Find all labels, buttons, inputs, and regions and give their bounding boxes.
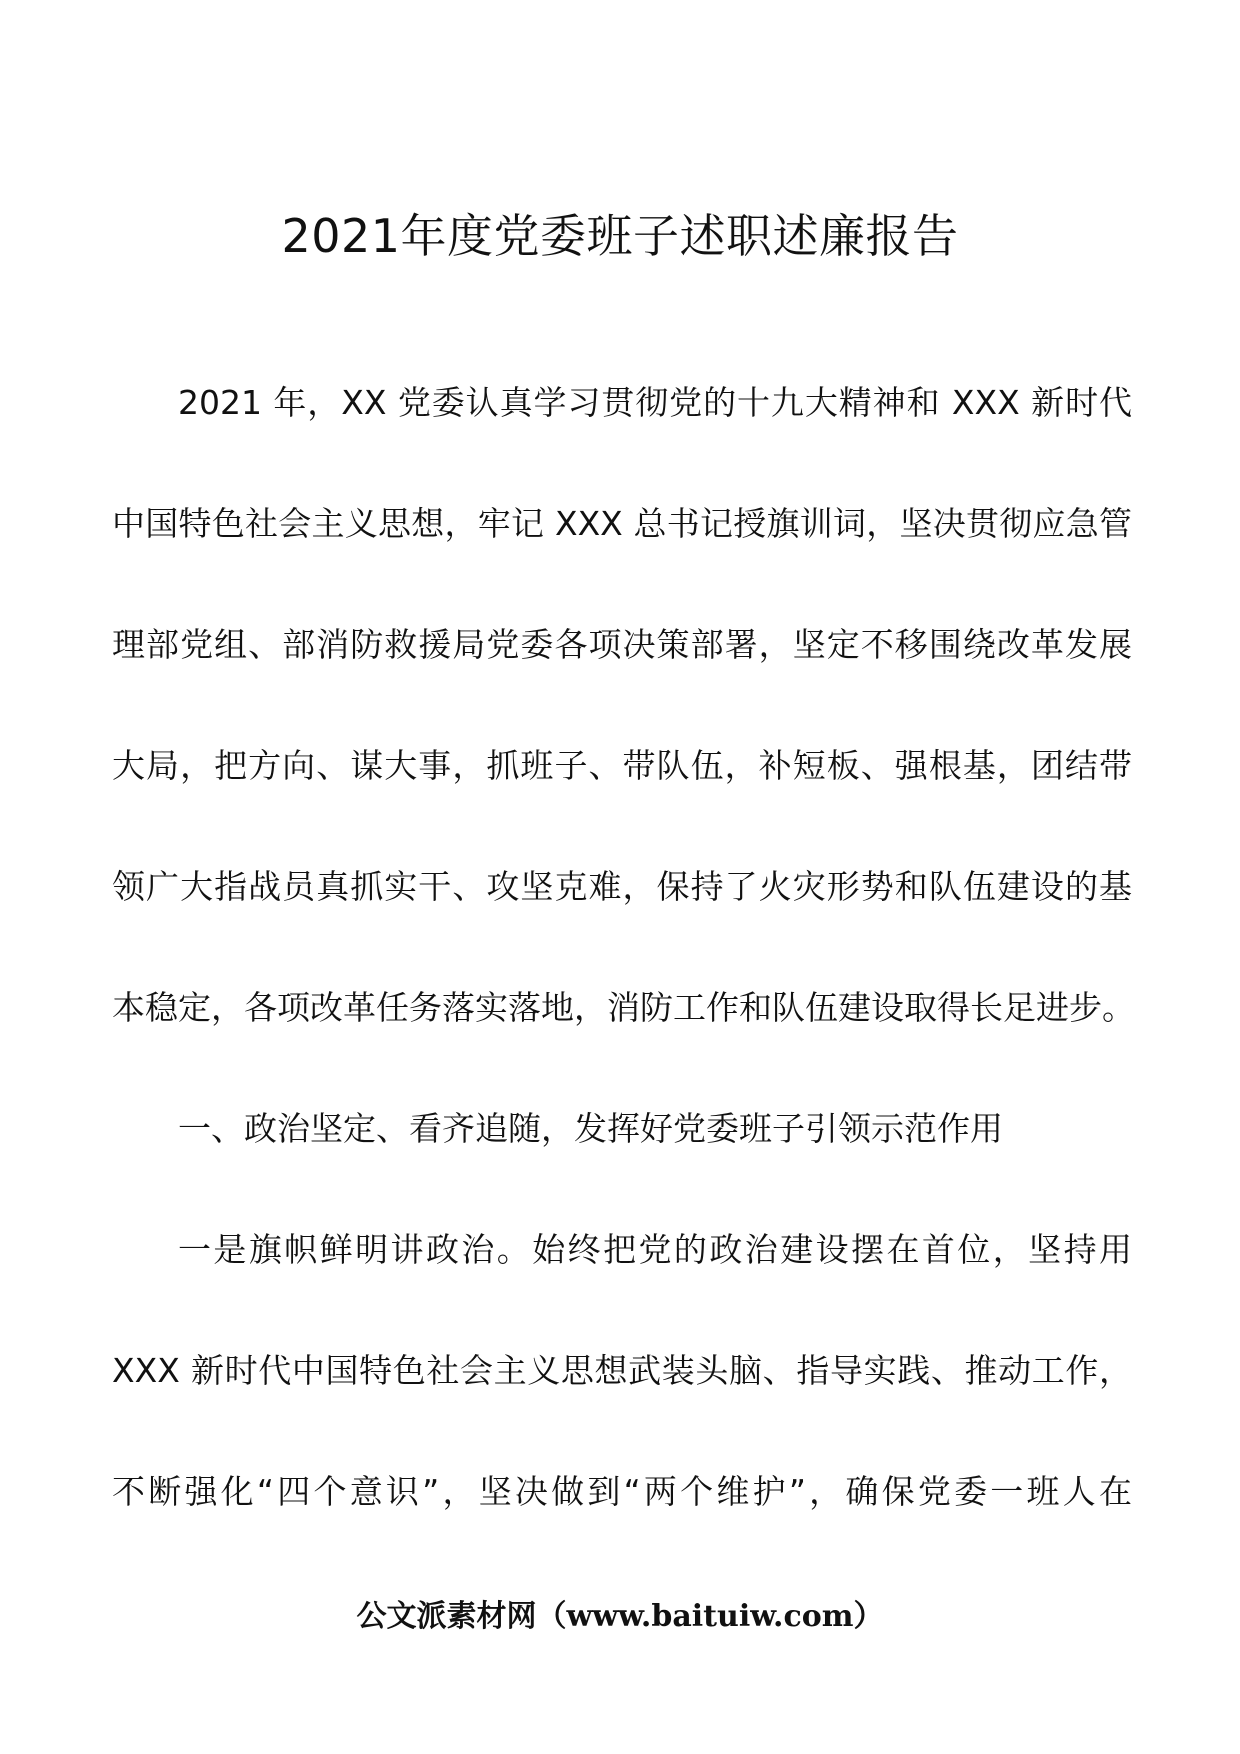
paragraph-line: 大局，把方向、谋大事，抓班子、带队伍，补短板、强根基，团结带 (112, 746, 1132, 785)
document-title: 2021年度党委班子述职述廉报告 (281, 209, 959, 263)
paragraph-line: 中国特色社会主义思想，牢记 XXX 总书记授旗训词，坚决贯彻应急管 (112, 504, 1132, 543)
document-body (112, 373, 1135, 1583)
paragraph-line: XXX 新时代中国特色社会主义思想武装头脑、指导实践、推动工作， (112, 1351, 1132, 1390)
paragraph-line: 不断强化“四个意识”，坚决做到“两个维护”，确保党委一班人在 (112, 1472, 1132, 1511)
paragraph-line: 一是旗帜鲜明讲政治。始终把党的政治建设摆在首位，坚持用 (178, 1230, 1132, 1269)
watermark-footer: 公文派素材网（www.baituiw.com） (356, 1599, 884, 1634)
paragraph-line: 领广大指战员真抓实干、攻坚克难，保持了火灾形势和队伍建设的基 (112, 867, 1132, 906)
paragraph-line: 理部党组、部消防救援局党委各项决策部署，坚定不移围绕改革发展 (112, 625, 1132, 664)
paragraph-line: 本稳定，各项改革任务落实落地，消防工作和队伍建设取得长足进步。 (112, 988, 1135, 1027)
section-heading: 一、政治坚定、看齐追随，发挥好党委班子引领示范作用 (178, 1109, 1003, 1148)
paragraph-line: 2021 年，XX 党委认真学习贯彻党的十九大精神和 XXX 新时代 (178, 383, 1132, 422)
